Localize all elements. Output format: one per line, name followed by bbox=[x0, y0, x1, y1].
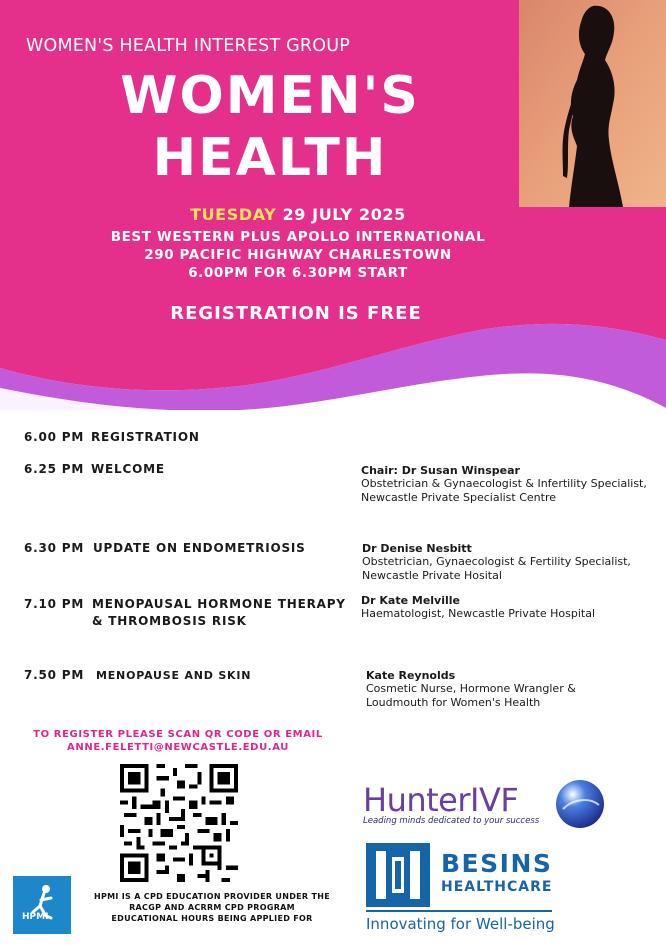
hunter-ivf-wordmark: HunterIVF bbox=[363, 781, 519, 819]
cpd-line: EDUCATIONAL HOURS BEING APPLIED FOR bbox=[111, 914, 313, 923]
event-title-line2: HEALTH bbox=[152, 128, 388, 188]
program-title: UPDATE ON ENDOMETRIOSIS bbox=[93, 541, 306, 555]
event-day: TUESDAY bbox=[190, 205, 277, 224]
cpd-notice bbox=[72, 891, 352, 924]
program-title: WELCOME bbox=[91, 462, 165, 476]
hunter-ivf-logo bbox=[363, 779, 608, 833]
program-title: MENOPAUSE AND SKIN bbox=[96, 669, 252, 682]
register-instructions bbox=[0, 728, 356, 754]
program-title: & THROMBOSIS RISK bbox=[92, 614, 247, 628]
event-time: 6.00PM FOR 6.30PM START bbox=[188, 265, 408, 281]
hpmi-figure-icon bbox=[13, 876, 71, 934]
event-date bbox=[0, 205, 596, 224]
speaker-name: Kate Reynolds bbox=[366, 669, 456, 682]
event-address: 290 PACIFIC HIGHWAY CHARLESTOWN bbox=[144, 247, 452, 263]
program-time: 6.25 PM bbox=[24, 462, 85, 476]
besins-logo-mark bbox=[366, 843, 430, 907]
speaker-name: Dr Kate Melville bbox=[361, 594, 460, 607]
program-title: REGISTRATION bbox=[91, 430, 200, 444]
hunter-ivf-tagline: Leading minds dedicated to your success bbox=[363, 816, 540, 826]
register-line: TO REGISTER PLEASE SCAN QR CODE OR EMAIL bbox=[33, 729, 323, 740]
cpd-line: RACGP AND ACRRM CPD PROGRAM bbox=[129, 903, 295, 912]
besins-mark-icon bbox=[366, 843, 430, 907]
event-date-text: 29 JULY 2025 bbox=[282, 205, 406, 224]
registration-free-note: REGISTRATION IS FREE bbox=[170, 303, 422, 324]
program-time: 6.00 PM bbox=[24, 430, 85, 444]
speaker-description: Haematologist, Newcastle Private Hospital bbox=[361, 607, 596, 620]
event-title-line1: WOMEN'S bbox=[120, 66, 420, 126]
speaker-name: Dr Denise Nesbitt bbox=[362, 542, 472, 555]
speaker-description: Cosmetic Nurse, Hormone Wrangler & Loudmouth for Women's Health bbox=[366, 682, 576, 709]
speaker-description: Obstetrician & Gynaecologist & Infertility Specialist, Newcastle Private Specialist Centre bbox=[361, 477, 647, 504]
program-time: 7.10 PM bbox=[24, 597, 85, 611]
event-venue: BEST WESTERN PLUS APOLLO INTERNATIONAL bbox=[110, 229, 486, 245]
woman-silhouette-photo bbox=[519, 0, 666, 207]
cpd-line: HPMI IS A CPD EDUCATION PROVIDER UNDER THE bbox=[94, 892, 330, 901]
program-title: MENOPAUSAL HORMONE THERAPY bbox=[92, 597, 346, 611]
speaker-name: Chair: Dr Susan Winspear bbox=[361, 464, 520, 477]
besins-divider bbox=[366, 910, 552, 912]
event-subtitle: WOMEN'S HEALTH INTEREST GROUP bbox=[26, 36, 350, 56]
program-time: 7.50 PM bbox=[24, 668, 85, 682]
register-email[interactable]: ANNE.FELETTI@NEWCASTLE.EDU.AU bbox=[67, 742, 289, 753]
besins-subtitle: HEALTHCARE bbox=[441, 879, 553, 895]
hpmi-logo bbox=[13, 876, 71, 934]
besins-name: BESINS bbox=[441, 849, 553, 878]
program-time: 6.30 PM bbox=[24, 541, 85, 555]
hunter-ivf-orb-icon bbox=[555, 779, 605, 829]
hpmi-logo-text: HPMI bbox=[22, 912, 49, 922]
registration-qr-code[interactable] bbox=[120, 764, 238, 882]
speaker-description: Obstetrician, Gynaecologist & Fertility Specialist, Newcastle Private Hosital bbox=[362, 555, 631, 582]
besins-tagline: Innovating for Well-being bbox=[366, 915, 555, 933]
